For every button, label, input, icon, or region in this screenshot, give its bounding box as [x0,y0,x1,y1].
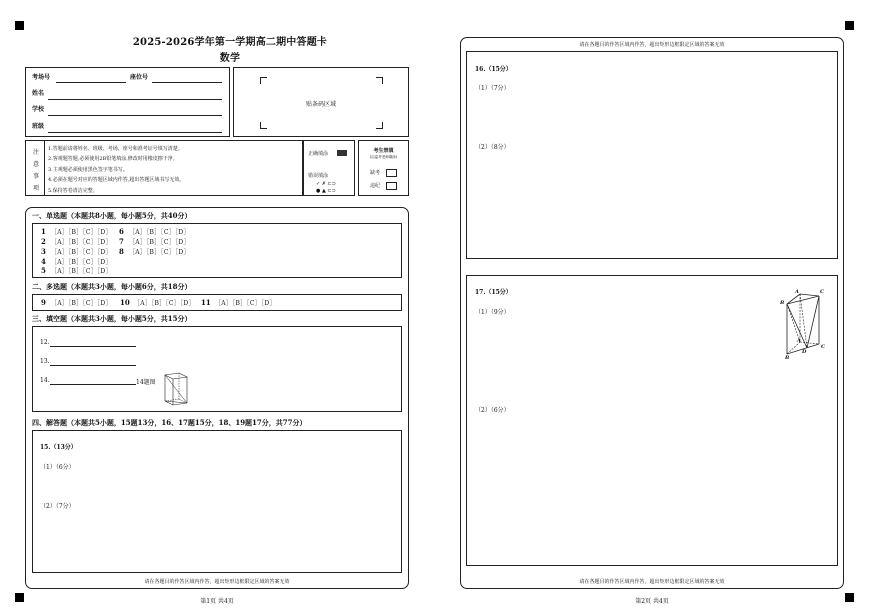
page-title: 2025-2026学年第一学期高二期中答题卡 [132,37,328,48]
mc-options[interactable]: ［A］［B］［C］［D］ [129,249,190,256]
multi-question[interactable] [41,298,112,307]
correct-fill-sample [337,150,347,156]
question-number: 1 [41,227,46,236]
seat-label: 座位号 [130,74,149,81]
status-box [358,140,409,196]
note-item: 5.保持答卷清洁完整。 [48,187,98,194]
page-number-1: 第1页 共4页 [200,598,234,605]
class-label: 班级 [32,123,45,130]
status-title: 考生禁填 [373,148,394,154]
notes-label-char: 项 [32,185,39,192]
notes-divider [44,141,45,195]
question-number: 2 [41,237,46,246]
question-number: 5 [41,266,46,275]
question-number: 9 [41,298,46,307]
note-item: 1.答题前请将姓名、班级、考场、座号和准考证号填写清楚。 [48,146,183,152]
exam-no-field[interactable] [56,82,126,83]
corner-marker [15,593,24,602]
class-field[interactable] [48,132,222,133]
q16-part2: （2）（8分） [475,144,510,151]
mc-question[interactable] [119,227,190,236]
section4-title: 四、解答题（本题共5小题，15题13分，16、17题15分，18、19题17分，共77分） [32,418,307,427]
section1-title: 一、单选题（本题共8小题，每小题5分，共40分） [32,211,192,220]
violation-label: 违纪 [370,183,381,189]
mc-options[interactable]: ［A］［B］［C］［D］ [129,229,190,236]
corner-marker [845,593,854,602]
section2-title: 二、多选题（本题共3小题，每小题6分，共18分） [32,282,192,291]
mc-question[interactable] [41,266,112,275]
violation-checkbox[interactable] [386,182,397,190]
fill-q14-line[interactable] [50,384,136,385]
question-number: 4 [41,257,46,266]
subject-title: 数学 [219,53,241,64]
multi-question[interactable] [201,298,276,307]
name-field[interactable] [48,99,222,100]
question-number: 7 [119,237,124,246]
corner-bracket [376,122,383,129]
wrong-fill-samples-2: ● ▲ ⊂⊃ [316,188,336,194]
fig17-label-B1: B [780,300,785,306]
exam-no-label: 考场号 [32,74,51,81]
fig17-label-A-low: A [797,338,801,344]
notes-list [48,144,184,196]
school-field[interactable] [48,115,222,116]
figure-14-label: 14题图 [136,379,156,386]
mc-question[interactable] [119,247,190,256]
figure-14-prism [161,369,195,411]
page-number-2: 第2页 共4页 [635,598,669,605]
corner-bracket [376,77,383,84]
student-info-box [25,67,230,137]
fill-q13-line[interactable] [50,365,136,366]
question-number: 11 [201,298,211,307]
mc-question[interactable] [41,257,112,266]
status-subtitle: (由监考老师填涂) [369,155,398,159]
absent-checkbox[interactable] [386,169,397,177]
note-item: 2.客观题答题,必须使用2B铅笔填涂,修改时用橡皮擦干净。 [48,156,178,163]
question-number: 8 [119,247,124,256]
q16-part1: （1）（7分） [475,85,510,92]
note-item: 4.必须在题号对应的答题区域内作答,超出答题区域书写无效。 [48,177,185,184]
corner-marker [15,21,24,30]
question-number: 6 [119,227,124,236]
section3-box [32,326,402,412]
q15-title: 15.（13分） [40,444,77,451]
section2-box [32,294,402,311]
mc-options[interactable]: ［A］［B］［C］［D］ [51,300,112,307]
wrong-fill-samples: ✓ ✗ ⊂⊃ [316,181,336,187]
mc-question[interactable] [119,237,190,246]
school-label: 学校 [32,106,45,113]
q15-part2: （2）（7分） [40,503,75,510]
note-item: 3.主观题必须使用黑色签字笔书写。 [48,166,128,173]
notes-label [31,147,41,195]
corner-marker [845,21,854,30]
footer-warning-page1: 请在各题目的作答区域内作答，超出矩形边框限定区域的答案无效 [144,579,290,585]
header-warning-page2: 请在各题目的作答区域内作答，超出矩形边框限定区域的答案无效 [579,42,725,48]
corner-bracket [260,122,267,129]
notes-label-char: 意 [32,161,39,168]
mc-options[interactable]: ［A］［B］［C］［D］ [51,249,112,256]
notes-box [25,140,303,196]
q17-title: 17.（15分） [475,289,512,296]
corner-bracket [260,77,267,84]
fig17-label-B: B [785,355,790,361]
q16-answer-box[interactable] [466,51,838,259]
mc-options[interactable]: ［A］［B］［C］［D］ [51,239,112,246]
mc-options[interactable]: ［A］［B］［C］［D］ [51,229,112,236]
q17-part1: （1）（9分） [475,309,510,316]
absent-label: 缺考 [370,170,381,176]
notes-label-char: 注 [32,149,39,156]
correct-fill-label: 正确填涂 [308,151,329,157]
question-number: 3 [41,247,46,256]
q17-answer-box[interactable] [466,275,838,566]
section1-box [32,223,402,278]
barcode-label: 贴条码区域 [305,101,336,108]
fill-q14-label: 14. [40,377,50,384]
fill-q12-label: 12. [40,339,50,346]
fill-sample-box [303,140,355,196]
mc-question[interactable] [41,247,112,256]
multi-question[interactable] [120,298,195,307]
footer-warning-page2: 请在各题目的作答区域内作答，超出矩形边框限定区域的答案无效 [579,579,725,585]
mc-options[interactable]: ［A］［B］［C］［D］ [129,239,190,246]
mc-options[interactable]: ［A］［B］［C］［D］ [51,259,112,266]
fill-q12-line[interactable] [50,346,136,347]
q15-part1: （1）（6分） [40,464,75,471]
mc-options[interactable]: ［A］［B］［C］［D］ [51,268,112,275]
question-number: 10 [120,298,130,307]
mc-options[interactable]: ［A］［B］［C］［D］ [215,300,276,307]
fig17-label-D: D [802,349,807,355]
mc-question[interactable] [41,237,112,246]
section3-title: 三、填空题（本题共3小题，每小题5分，共15分） [32,314,192,323]
wrong-fill-label: 错误填涂 [308,173,329,179]
notes-label-char: 事 [32,173,39,180]
fig17-label-C1: C [820,289,824,295]
barcode-area [233,67,409,137]
name-label: 姓名 [32,90,45,97]
q16-title: 16.（15分） [475,66,512,73]
q15-answer-box[interactable] [32,430,402,573]
mc-question[interactable] [41,227,112,236]
fill-q13-label: 13. [40,358,50,365]
mc-options[interactable]: ［A］［B］［C］［D］ [134,300,195,307]
q17-part2: （2）（6分） [475,407,510,414]
seat-field[interactable] [152,82,222,83]
fig17-label-A: A [795,289,799,295]
fig17-label-C: C [821,344,825,350]
